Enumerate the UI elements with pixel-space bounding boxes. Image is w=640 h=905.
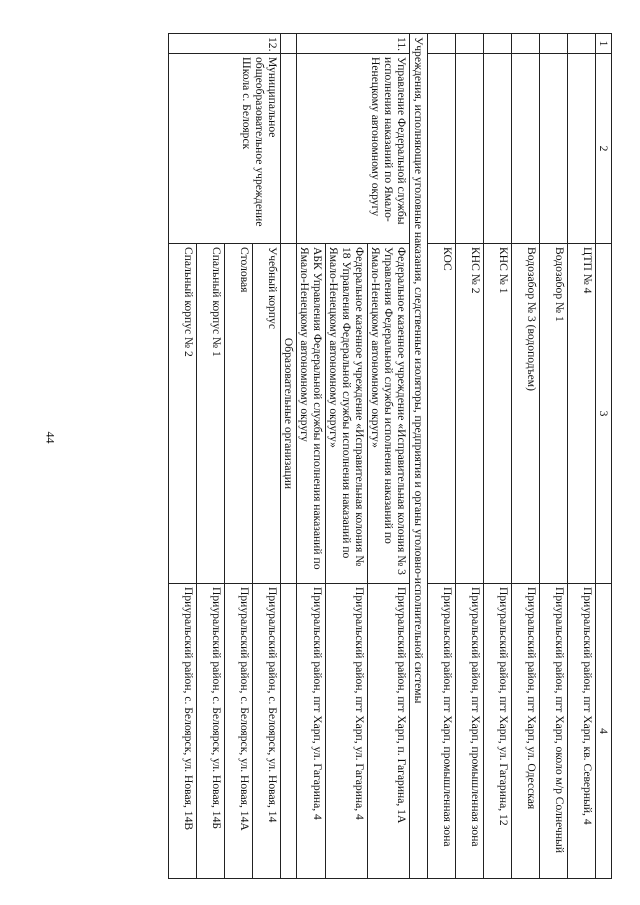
table-row bbox=[540, 34, 568, 879]
object-name: Учебный корпус bbox=[253, 244, 281, 584]
table-row bbox=[253, 34, 281, 879]
section-row bbox=[281, 34, 297, 879]
object-name: Федеральное казенное учреждение «Исправительная колония № 18 Управления Федеральной службы исполнения наказаний по Ямало-Ненецкому автономному округу» bbox=[326, 244, 368, 584]
object-address: Приуральский район, пгт Харп, ул. Одесская bbox=[512, 584, 540, 879]
header-col-3: 3 bbox=[596, 244, 612, 584]
header-col-4: 4 bbox=[596, 584, 612, 879]
table-row bbox=[428, 34, 456, 879]
section-heading: Образовательные организации bbox=[281, 244, 297, 584]
section-heading: Учреждения, исполняющие уголовные наказания, следственные изоляторы, предприятия и органы уголовно-исполнительной системы bbox=[410, 34, 428, 879]
object-address: Приуральский район, с. Белоярск, ул. Новая, 14А bbox=[225, 584, 253, 879]
object-address: Приуральский район, пгт Харп, около м/р Солнечный bbox=[540, 584, 568, 879]
objects-table bbox=[168, 33, 612, 879]
object-address: Приуральский район, пгт Харп, ул. Гагарина, 4 bbox=[326, 584, 368, 879]
object-name: Спальный корпус № 1 bbox=[197, 244, 225, 584]
object-name: Федеральное казенное учреждение «Исправительная колония № 3 Управления Федеральной службы исполнения наказаний по Ямало-Ненецкому автономному округу» bbox=[368, 244, 410, 584]
row-number: 11. bbox=[297, 34, 410, 54]
header-col-1: 1 bbox=[596, 34, 612, 54]
section-row bbox=[410, 34, 428, 879]
row-number: 12. bbox=[169, 34, 281, 54]
object-name: КОС bbox=[428, 244, 456, 584]
table-row bbox=[368, 34, 410, 879]
object-name: КНС № 2 bbox=[456, 244, 484, 584]
object-address: Приуральский район, с. Белоярск, ул. Новая, 14 bbox=[253, 584, 281, 879]
rotated-table-area bbox=[50, 33, 612, 878]
object-address: Приуральский район, пгт Харп, промышленная зона bbox=[456, 584, 484, 879]
object-name: Водозабор № 3 (водоподъем) bbox=[512, 244, 540, 584]
table-row bbox=[568, 34, 596, 879]
organization-name: Управление Федеральной службы исполнения наказаний по Ямало-Ненецкому автономному округу bbox=[297, 54, 410, 244]
table-row bbox=[512, 34, 540, 879]
object-address: Приуральский район, пгт Харп, ул. Гагарина, 4 bbox=[297, 584, 326, 879]
object-name: Столовая bbox=[225, 244, 253, 584]
page-number: 44 bbox=[43, 431, 58, 444]
object-name: Спальный корпус № 2 bbox=[169, 244, 197, 584]
object-address: Приуральский район, пгт Харп, промышленная зона bbox=[428, 584, 456, 879]
organization-name: Муниципальное общеобразовательное учреждение Школа с. Белоярск bbox=[169, 54, 281, 244]
object-address: Приуральский район, с. Белоярск, ул. Новая, 14В bbox=[169, 584, 197, 879]
object-address: Приуральский район, пгт Харп, п. Гагарина, 1А bbox=[368, 584, 410, 879]
header-row bbox=[596, 34, 612, 879]
object-name: АБК Управления Федеральной службы исполнения наказаний по Ямало-Ненецкому автономному округу bbox=[297, 244, 326, 584]
object-name: Водозабор № 1 bbox=[540, 244, 568, 584]
object-address: Приуральский район, пгт Харп, ул. Гагарина, 12 bbox=[484, 584, 512, 879]
object-address: Приуральский район, с. Белоярск, ул. Новая, 14Б bbox=[197, 584, 225, 879]
table-row bbox=[456, 34, 484, 879]
table-row bbox=[484, 34, 512, 879]
header-col-2: 2 bbox=[596, 54, 612, 244]
object-address: Приуральский район, пгт Харп, кв. Северный, 4 bbox=[568, 584, 596, 879]
object-name: ЦТП № 4 bbox=[568, 244, 596, 584]
object-name: КНС № 1 bbox=[484, 244, 512, 584]
